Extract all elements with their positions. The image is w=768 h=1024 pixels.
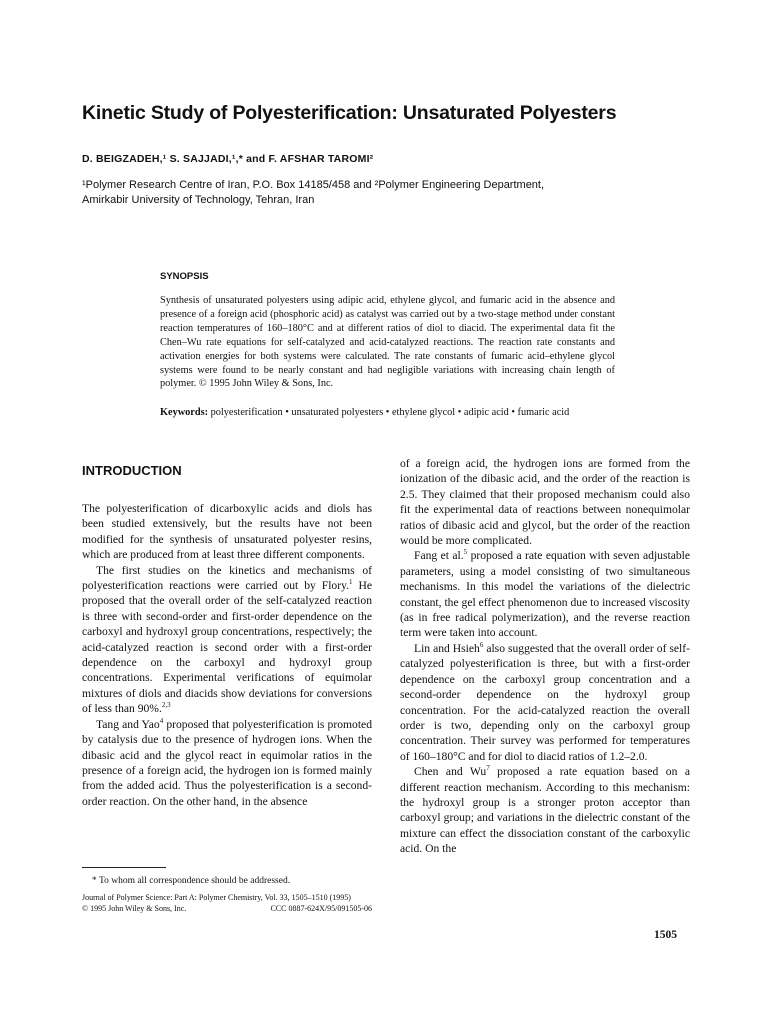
page-number: 1505 (654, 929, 677, 941)
citation: 5 (463, 548, 468, 557)
text-run: proposed a rate equation with seven adjustable parameters, using a model consisting of two simultaneous mechanisms. In this model the variations of the dielectric constant, the gel effect phenomenon due to increased viscosity (as in free radical polymerization), and the reverse reaction term were taken into account. (400, 549, 690, 640)
right-column (400, 456, 690, 857)
text-run: The first studies on the kinetics and mechanisms of polyesterification reactions were carried out by Flory. (82, 563, 372, 593)
paragraph: The polyesterification of dicarboxylic acids and diols has been studied extensively, but the results have not been modified for the synthesis of unsaturated polyester resins, which are produced from at least three different components. (82, 502, 372, 562)
journal-citation (82, 893, 372, 914)
citation: 7 (486, 764, 490, 773)
section-heading-introduction: INTRODUCTION (82, 463, 182, 478)
citation: 6 (479, 641, 484, 650)
paragraph (82, 717, 372, 809)
text-run: He proposed that the overall order of the self-catalyzed reaction is three with second-order and first-order dependence on the carboxyl and hydroxyl group concentrations, respectively; the acid-catalyzed reaction is second order with a first-order dependence on the carboxyl and hydroxyl group concentrations. Experimental verifications of equimolar mixtures of diols and diacids show deviations for conversions of less than 90%. (82, 579, 372, 716)
affiliation-line-1: ¹Polymer Research Centre of Iran, P.O. Box 14185/458 and ²Polymer Engineering Department, (82, 179, 545, 191)
text-run: Lin and Hsieh (414, 641, 480, 655)
text-run: also suggested that the overall order of self-catalyzed polyesterification is three, but with a first-order dependence on the carboxyl group concentration and a second-order dependence on the hydroxyl group concentration. For the acid-catalyzed reaction the overall order is two, depending only on the carboxyl group concentration. Their survey was performed for temperatures of 160–180°C and for diol to diacid ratios of 1.2–2.0. (400, 641, 691, 763)
paragraph: of a foreign acid, the hydrogen ions are formed from the ionization of the dibasic acid, and the order of the reaction is 2.5. They claimed that their proposed mechanism could also fit the experimental data of reactions between nonequimolar ratios of dibasic acid and glycol, but the order of the reaction would be more complicated. (400, 457, 690, 548)
text-run: Chen and Wu (414, 765, 487, 779)
author-list: D. BEIGZADEH,¹ S. SAJJADI,¹,* and F. AFSHAR TAROMI² (82, 153, 374, 165)
text-run: proposed that polyesterification is promoted by catalysis due to the presence of hydrogen ions. When the dibasic acid and the glycol react in equimolar ratios in the presence of a foreign acid, the hydrogen ion is formed mainly from the added acid. Thus the polyesterification is a second-order reaction. On the other hand, in the absence (82, 717, 372, 808)
affiliation-line-2: Amirkabir University of Technology, Tehran, Iran (82, 193, 315, 206)
paragraph (400, 548, 690, 640)
citation: 1 (349, 578, 353, 587)
synopsis-text: Synthesis of unsaturated polyesters using adipic acid, ethylene glycol, and fumaric acid in the absence and presence of a foreign acid (phosphoric acid) as catalyst was carried out by a two-stage method under constant reaction temperatures of 160–180°C and at different ratios of diol to diacid. The experimental data fit the Chen–Wu rate equations for self-catalyzed and acid-catalyzed reactions. The reaction rate constants and activation energies for both systems were calculated. The rate constants of fumaric acid–ethylene glycol systems were found to be nearly constant and had negligible variations with increasing chain length of polymer. © 1995 John Wiley & Sons, Inc. (160, 295, 615, 390)
ccc-code: CCC 0887-624X/95/091505-06 (270, 903, 372, 913)
paper-title: Kinetic Study of Polyesterification: Unsaturated Polyesters (82, 102, 617, 124)
text-run: Fang et al. (414, 549, 464, 563)
keywords (160, 406, 615, 420)
affiliations (82, 178, 682, 207)
correspondence-footnote: * To whom all correspondence should be addressed. (92, 876, 291, 886)
text-run: Tang and Yao (96, 717, 160, 731)
citation: 2,3 (161, 701, 171, 710)
citation: 4 (159, 716, 164, 725)
journal-line: Journal of Polymer Science: Part A: Polymer Chemistry, Vol. 33, 1505–1510 (1995) (82, 893, 351, 902)
synopsis-heading: SYNOPSIS (160, 271, 209, 282)
footnote-divider (82, 867, 166, 868)
keywords-text: polyesterification • unsaturated polyesters • ethylene glycol • adipic acid • fumaric acid (208, 407, 570, 418)
left-column (82, 501, 372, 809)
paragraph (400, 764, 690, 856)
keywords-label: Keywords: (160, 407, 209, 418)
copyright: © 1995 John Wiley & Sons, Inc. (82, 903, 187, 913)
paragraph (82, 563, 372, 717)
text-run: proposed a rate equation based on a different reaction mechanism. According to this mechanism: the hydroxyl group is a stronger proton acceptor than carboxyl group; and variations in the dielectric constant of the mixture can effect the dissociation constant of the carboxylic acid. On the (400, 765, 690, 856)
copyright-row (82, 904, 372, 915)
paragraph (400, 641, 690, 764)
